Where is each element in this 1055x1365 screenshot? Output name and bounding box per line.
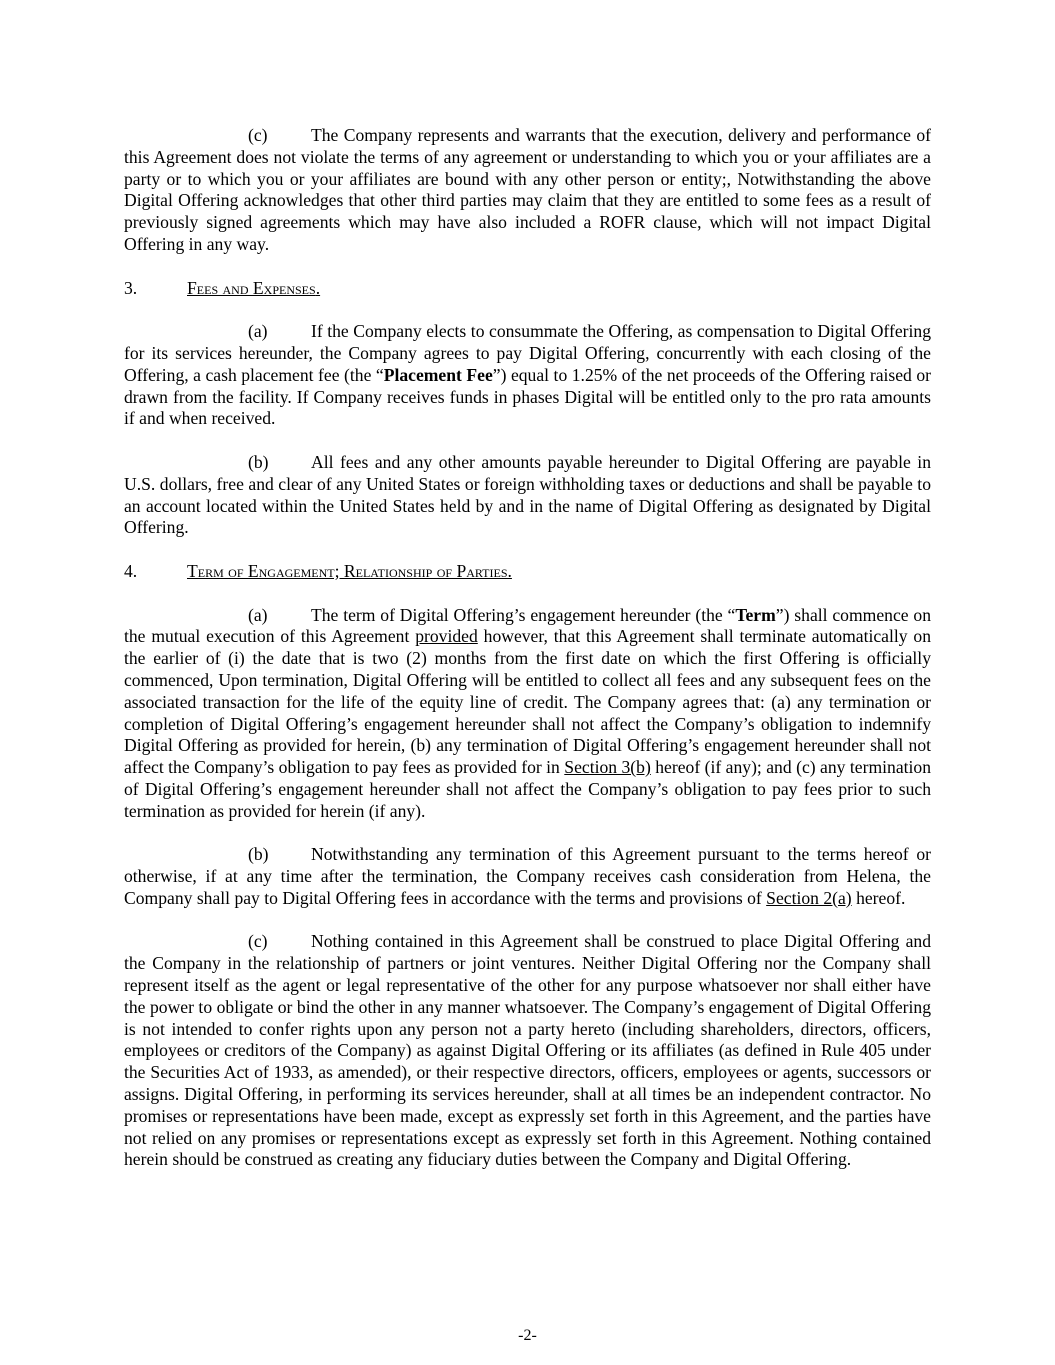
section-2a-reference: Section 2(a) [766,887,852,908]
section-2c-paragraph [124,125,931,256]
section-3-number: 3. [124,277,138,298]
section-3b-text: All fees and any other amounts payable hereunder to Digital Offering are payable in U.S. dollars, free and clear of any United States or foreign withholding taxes or deductions and shall be payable to an account located within the United States held by and in the name of Digital Offering as designated by Digital Offering. [124,451,931,538]
section-2c-text: The Company represents and warrants that the execution, delivery and performance of this Agreement does not violate the terms of any agreement or understanding to which you or your affiliates are a party or to which you or your affiliates are bound with any other person or entity;, Notwithstanding the above Digital Offering acknowledges that other third parties may claim that they are entitled to some fees as a result of previously signed agreements which may have also included a ROFR clause, which will not impact Digital Offering in any way. [124,125,931,254]
page-number: -2- [518,1327,537,1344]
section-3a-text-1: If the Company elects to consummate the Offering, as compensation to Digital Offering for its services hereunder, the Company agrees to pay Digital Offering, concurrently with each closing of the Offering, a cash placement fee (the “ [124,321,931,385]
provided-underlined: provided [415,626,478,647]
section-4a-text-3: however, that this Agreement shall terminate automatically on the earlier of (i) the date that is two (2) months from the first date on which the first Offering is officially commenced, Upon termination, Digital Offering will be entitled to collect all fees and any subsequent fees on the associated transaction for the life of the equity line of credit. The Company agrees that: (a) any termination or completion of Digital Offering’s engagement hereunder shall not affect the Company’s obligation to indemnify Digital Offering as provided for herein, (b) any termination of Digital Offering’s engagement hereunder shall not affect the Company’s obligation to pay fees as provided for in [124,626,931,778]
section-4-heading: 4. Term of Engagement; Relationship of Parties. [124,560,512,581]
section-4a-text-2: ”) shall commence on the mutual execution of this Agreement [124,604,932,647]
section-4a-paragraph [124,605,931,823]
section-3a-text-2: ”) equal to 1.25% of the net proceeds of the Offering raised or drawn from the facility. If Company receives funds in phases Digital will be entitled only to the pro rata amounts if and when received. [124,364,932,429]
term-defined-term: Term [735,604,776,625]
section-4-number: 4. [124,560,138,581]
section-2c-label: (c) [248,125,268,145]
section-3b-paragraph [124,452,931,539]
section-4c-paragraph [124,931,931,1171]
section-4a-label: (a) [248,604,268,625]
section-4b-label: (b) [248,844,269,865]
section-3a-paragraph [124,321,931,430]
section-4c-label: (c) [248,931,268,952]
section-4-title: Term of Engagement; Relationship of Parties [187,560,508,581]
section-3b-reference: Section 3(b) [564,757,651,778]
section-3-heading: 3. Fees and Expenses. [124,277,321,298]
placement-fee-term: Placement Fee [383,364,493,385]
section-4a-text-4: hereof (if any); and (c) any termination of Digital Offering’s engagement hereunder shall not affect the Company’s obligation to pay fees prior to such termination as provided for herein (if any). [124,757,931,821]
section-4b-text-2: hereof. [851,887,906,908]
section-3-title: Fees and Expenses [187,277,316,298]
section-3a-label: (a) [248,321,268,342]
document-page [124,125,931,1193]
section-4c-text: Nothing contained in this Agreement shall be construed to place Digital Offering and the Company in the relationship of partners or joint ventures. Neither Digital Offering nor the Company shall represent itself as the agent or legal representative of the other for any purpose whatsoever nor shall either have the power to obligate or bind the other in any manner whatsoever. The Company’s engagement of Digital Offering is not intended to confer rights upon any person not a party hereto (including shareholders, directors, officers, employees or creditors of the Company) as against Digital Offering or its affiliates (as defined in Rule 405 under the Securities Act of 1933, as amended), or their respective directors, officers, employees or agents, successors or assigns. Digital Offering, in performing its services hereunder, shall at all times be an independent contractor. No promises or representations have been made, except as expressly set forth in this Agreement, and the parties have not relied on any promises or representations except as expressly set forth in this Agreement. Nothing contained herein should be construed as creating any fiduciary duties between the Company and Digital Offering. [124,931,931,1170]
section-4a-text-1: The term of Digital Offering’s engagement hereunder (the “ [311,604,736,625]
section-4b-paragraph [124,844,931,909]
section-4b-text-1: Notwithstanding any termination of this Agreement pursuant to the terms hereof or otherwise, if at any time after the termination, the Company receives cash consideration from Helena, the Company shall pay to Digital Offering fees in accordance with the terms and provisions of [124,844,931,908]
section-3b-label: (b) [248,451,269,472]
